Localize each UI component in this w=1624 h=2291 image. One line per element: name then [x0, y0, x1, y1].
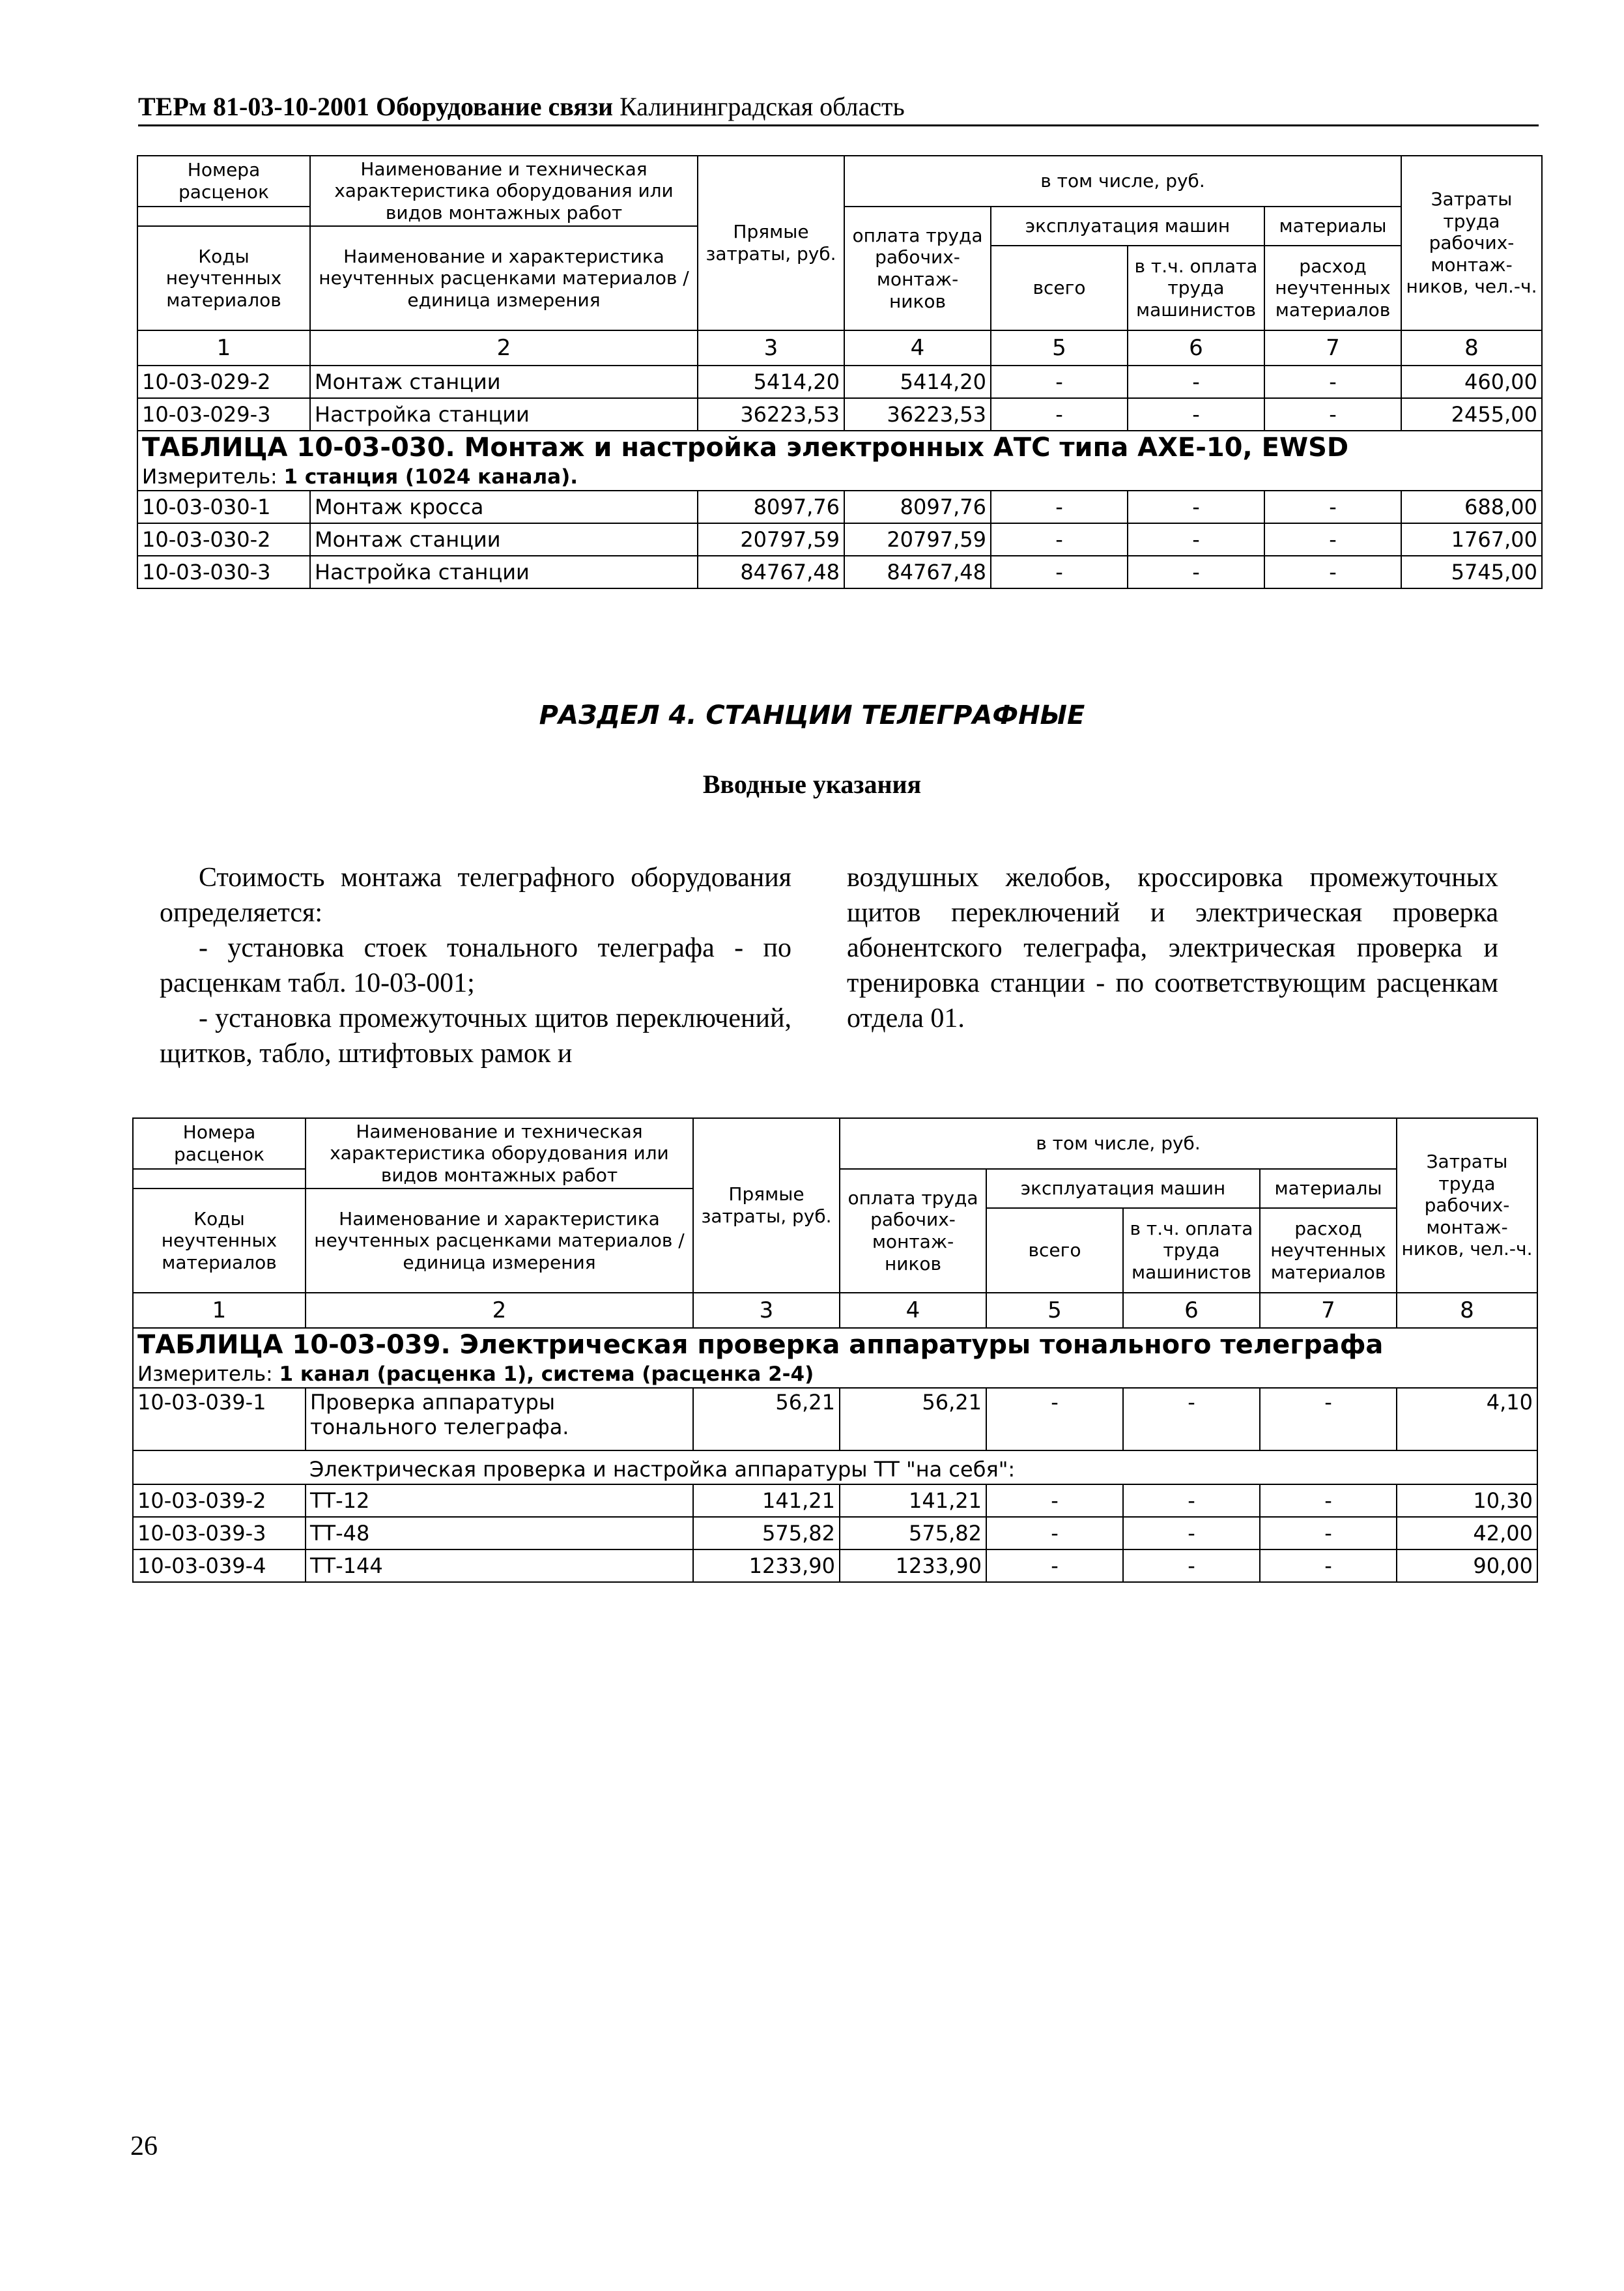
table-row — [137, 491, 1542, 523]
machinist-labor: - — [1123, 1388, 1260, 1450]
materials-usage: - — [1260, 1549, 1397, 1582]
direct-cost: 8097,76 — [698, 491, 844, 523]
materials-usage: - — [1264, 398, 1401, 431]
hdr-c1-gap — [137, 207, 310, 226]
intro-paragraph: - установка промежуточных щитов переключений, щитков, табло, штифтовых рамок и — [160, 1003, 791, 1069]
machines-total: - — [986, 1484, 1123, 1517]
labor-hours: 1767,00 — [1401, 523, 1542, 556]
direct-cost: 1233,90 — [693, 1549, 840, 1582]
hdr-c6: в т.ч. оплата труда машинистов — [1128, 246, 1264, 330]
labor-hours: 688,00 — [1401, 491, 1542, 523]
hdr-c4: оплата труда рабочих-монтаж-ников — [840, 1169, 986, 1293]
work-name: ТТ-48 — [306, 1517, 693, 1549]
hdr-c8: Затраты труда рабочих-монтаж-ников, чел.-ч. — [1401, 156, 1542, 330]
col-number: 5 — [991, 330, 1128, 366]
col-number: 2 — [310, 330, 698, 366]
table-row — [137, 523, 1542, 556]
labor-cost: 56,21 — [840, 1388, 986, 1450]
materials-usage: - — [1260, 1517, 1397, 1549]
rate-code: 10-03-039-3 — [133, 1517, 306, 1549]
labor-hours: 10,30 — [1397, 1484, 1537, 1517]
labor-hours: 5745,00 — [1401, 556, 1542, 588]
hdr-c1-top: Номера расценок — [137, 156, 310, 207]
work-name: Настройка станции — [310, 398, 698, 431]
table-row — [133, 1517, 1537, 1549]
intro-paragraph: - установка стоек тонального телеграфа - по расценкам табл. 10-03-001; — [160, 933, 791, 998]
hdr-c7: расход неучтенных материалов — [1260, 1208, 1397, 1293]
rate-code: 10-03-039-1 — [133, 1388, 306, 1450]
intro-right-column — [847, 860, 1498, 1036]
machinist-labor: - — [1128, 398, 1264, 431]
labor-cost: 36223,53 — [844, 398, 991, 431]
rate-code: 10-03-030-2 — [137, 523, 310, 556]
hdr-c1-gap — [133, 1169, 306, 1189]
measure-value: 1 станция (1024 канала). — [283, 465, 578, 489]
work-name: Монтаж кросса — [310, 491, 698, 523]
labor-cost: 141,21 — [840, 1484, 986, 1517]
hdr-c4: оплата труда рабочих-монтаж-ников — [844, 207, 991, 330]
rates-table-2 — [132, 1117, 1538, 1583]
col-number: 7 — [1264, 330, 1401, 366]
table-row — [133, 1484, 1537, 1517]
table-row — [133, 1388, 1537, 1450]
hdr-c7: расход неучтенных материалов — [1264, 246, 1401, 330]
hdr-c5: всего — [991, 246, 1128, 330]
hdr-machines: эксплуатация машин — [991, 207, 1264, 246]
direct-cost: 56,21 — [693, 1388, 840, 1450]
direct-cost: 5414,20 — [698, 366, 844, 398]
machines-total: - — [991, 491, 1128, 523]
machines-total: - — [991, 366, 1128, 398]
table-measure — [137, 464, 1542, 491]
table-title: ТАБЛИЦА 10-03-039. Электрическая проверка аппаратуры тонального телеграфа — [133, 1328, 1537, 1361]
group-spacer — [133, 1450, 306, 1484]
measure-label: Измеритель: — [142, 465, 284, 489]
col-number: 8 — [1401, 330, 1542, 366]
col-number: 5 — [986, 1293, 1123, 1328]
col-number: 3 — [693, 1293, 840, 1328]
materials-usage: - — [1264, 556, 1401, 588]
hdr-c2-top: Наименование и техническая характеристика оборудования или видов монтажных работ — [306, 1118, 693, 1189]
machines-total: - — [991, 523, 1128, 556]
col-number: 6 — [1123, 1293, 1260, 1328]
col-number: 8 — [1397, 1293, 1537, 1328]
hdr-incl: в том числе, руб. — [840, 1118, 1397, 1169]
col-number: 4 — [844, 330, 991, 366]
hdr-machines: эксплуатация машин — [986, 1169, 1260, 1208]
materials-usage: - — [1264, 491, 1401, 523]
hdr-materials: материалы — [1260, 1169, 1397, 1208]
direct-cost: 36223,53 — [698, 398, 844, 431]
direct-cost: 84767,48 — [698, 556, 844, 588]
rate-code: 10-03-029-2 — [137, 366, 310, 398]
hdr-incl: в том числе, руб. — [844, 156, 1401, 207]
hdr-c8: Затраты труда рабочих-монтаж-ников, чел.-ч. — [1397, 1118, 1537, 1293]
labor-hours: 460,00 — [1401, 366, 1542, 398]
machinist-labor: - — [1128, 491, 1264, 523]
work-name: ТТ-12 — [306, 1484, 693, 1517]
header-region: Калининградская область — [620, 92, 905, 121]
hdr-c3: Прямые затраты, руб. — [698, 156, 844, 330]
header-doc-code: ТЕРм 81-03-10-2001 Оборудование связи — [138, 92, 614, 121]
materials-usage: - — [1260, 1484, 1397, 1517]
rate-code: 10-03-030-3 — [137, 556, 310, 588]
measure-value: 1 канал (расценка 1), система (расценка 2-4) — [279, 1362, 814, 1386]
rates-table-1 — [137, 155, 1543, 589]
materials-usage: - — [1264, 523, 1401, 556]
hdr-c2-top: Наименование и техническая характеристика оборудования или видов монтажных работ — [310, 156, 698, 226]
labor-hours: 42,00 — [1397, 1517, 1537, 1549]
machinist-labor: - — [1128, 556, 1264, 588]
hdr-c5: всего — [986, 1208, 1123, 1293]
labor-hours: 4,10 — [1397, 1388, 1537, 1450]
rate-code: 10-03-039-2 — [133, 1484, 306, 1517]
rate-code: 10-03-030-1 — [137, 491, 310, 523]
col-number: 2 — [306, 1293, 693, 1328]
intro-title: Вводные указания — [702, 770, 922, 799]
col-number: 6 — [1128, 330, 1264, 366]
table-row — [137, 366, 1542, 398]
machines-total: - — [986, 1388, 1123, 1450]
work-name: Монтаж станции — [310, 523, 698, 556]
labor-cost: 20797,59 — [844, 523, 991, 556]
table-row — [137, 398, 1542, 431]
intro-paragraph: Стоимость монтажа телеграфного оборудования определяется: — [160, 863, 791, 928]
machinist-labor: - — [1123, 1517, 1260, 1549]
table-title: ТАБЛИЦА 10-03-030. Монтаж и настройка электронных АТС типа AXE-10, EWSD — [137, 431, 1542, 464]
labor-hours: 2455,00 — [1401, 398, 1542, 431]
page-number: 26 — [130, 2131, 158, 2161]
materials-usage: - — [1260, 1388, 1397, 1450]
labor-cost: 8097,76 — [844, 491, 991, 523]
hdr-c3: Прямые затраты, руб. — [693, 1118, 840, 1293]
section-title: РАЗДЕЛ 4. СТАНЦИИ ТЕЛЕГРАФНЫЕ — [539, 700, 1085, 730]
labor-hours: 90,00 — [1397, 1549, 1537, 1582]
direct-cost: 575,82 — [693, 1517, 840, 1549]
machines-total: - — [991, 398, 1128, 431]
labor-cost: 575,82 — [840, 1517, 986, 1549]
direct-cost: 20797,59 — [698, 523, 844, 556]
intro-left-column — [160, 860, 791, 1071]
table-measure — [133, 1361, 1537, 1388]
materials-usage: - — [1264, 366, 1401, 398]
machinist-labor: - — [1128, 366, 1264, 398]
labor-cost: 1233,90 — [840, 1549, 986, 1582]
hdr-c6: в т.ч. оплата труда машинистов — [1123, 1208, 1260, 1293]
work-name: ТТ-144 — [306, 1549, 693, 1582]
measure-label: Измеритель: — [137, 1362, 279, 1386]
col-number: 1 — [133, 1293, 306, 1328]
machines-total: - — [986, 1549, 1123, 1582]
work-name: Проверка аппаратуры тонального телеграфа. — [306, 1388, 693, 1450]
table-row — [133, 1549, 1537, 1582]
machinist-labor: - — [1123, 1484, 1260, 1517]
hdr-c1-bottom: Коды неучтенных материалов — [133, 1189, 306, 1293]
table-row — [137, 556, 1542, 588]
col-number: 4 — [840, 1293, 986, 1328]
group-label: Электрическая проверка и настройка аппаратуры ТТ "на себя": — [306, 1450, 1537, 1484]
running-header — [138, 91, 1539, 126]
col-number: 1 — [137, 330, 310, 366]
hdr-c1-top: Номера расценок — [133, 1118, 306, 1169]
hdr-c1-bottom: Коды неучтенных материалов — [137, 226, 310, 330]
machines-total: - — [991, 556, 1128, 588]
work-name: Настройка станции — [310, 556, 698, 588]
machinist-labor: - — [1128, 523, 1264, 556]
col-number: 3 — [698, 330, 844, 366]
col-number: 7 — [1260, 1293, 1397, 1328]
machinist-labor: - — [1123, 1549, 1260, 1582]
direct-cost: 141,21 — [693, 1484, 840, 1517]
rate-code: 10-03-039-4 — [133, 1549, 306, 1582]
labor-cost: 5414,20 — [844, 366, 991, 398]
machines-total: - — [986, 1517, 1123, 1549]
intro-paragraph: воздушных желобов, кроссировка промежуточных щитов переключений и электрическая проверка абонентского телеграфа, электрическая проверка и тренировка станции - по соответствующим расценкам отдела 01. — [847, 863, 1498, 1033]
work-name: Монтаж станции — [310, 366, 698, 398]
labor-cost: 84767,48 — [844, 556, 991, 588]
hdr-c2-bottom: Наименование и характеристика неучтенных расценками материалов / единица измерения — [306, 1189, 693, 1293]
hdr-materials: материалы — [1264, 207, 1401, 246]
rate-code: 10-03-029-3 — [137, 398, 310, 431]
hdr-c2-bottom: Наименование и характеристика неучтенных расценками материалов / единица измерения — [310, 226, 698, 330]
